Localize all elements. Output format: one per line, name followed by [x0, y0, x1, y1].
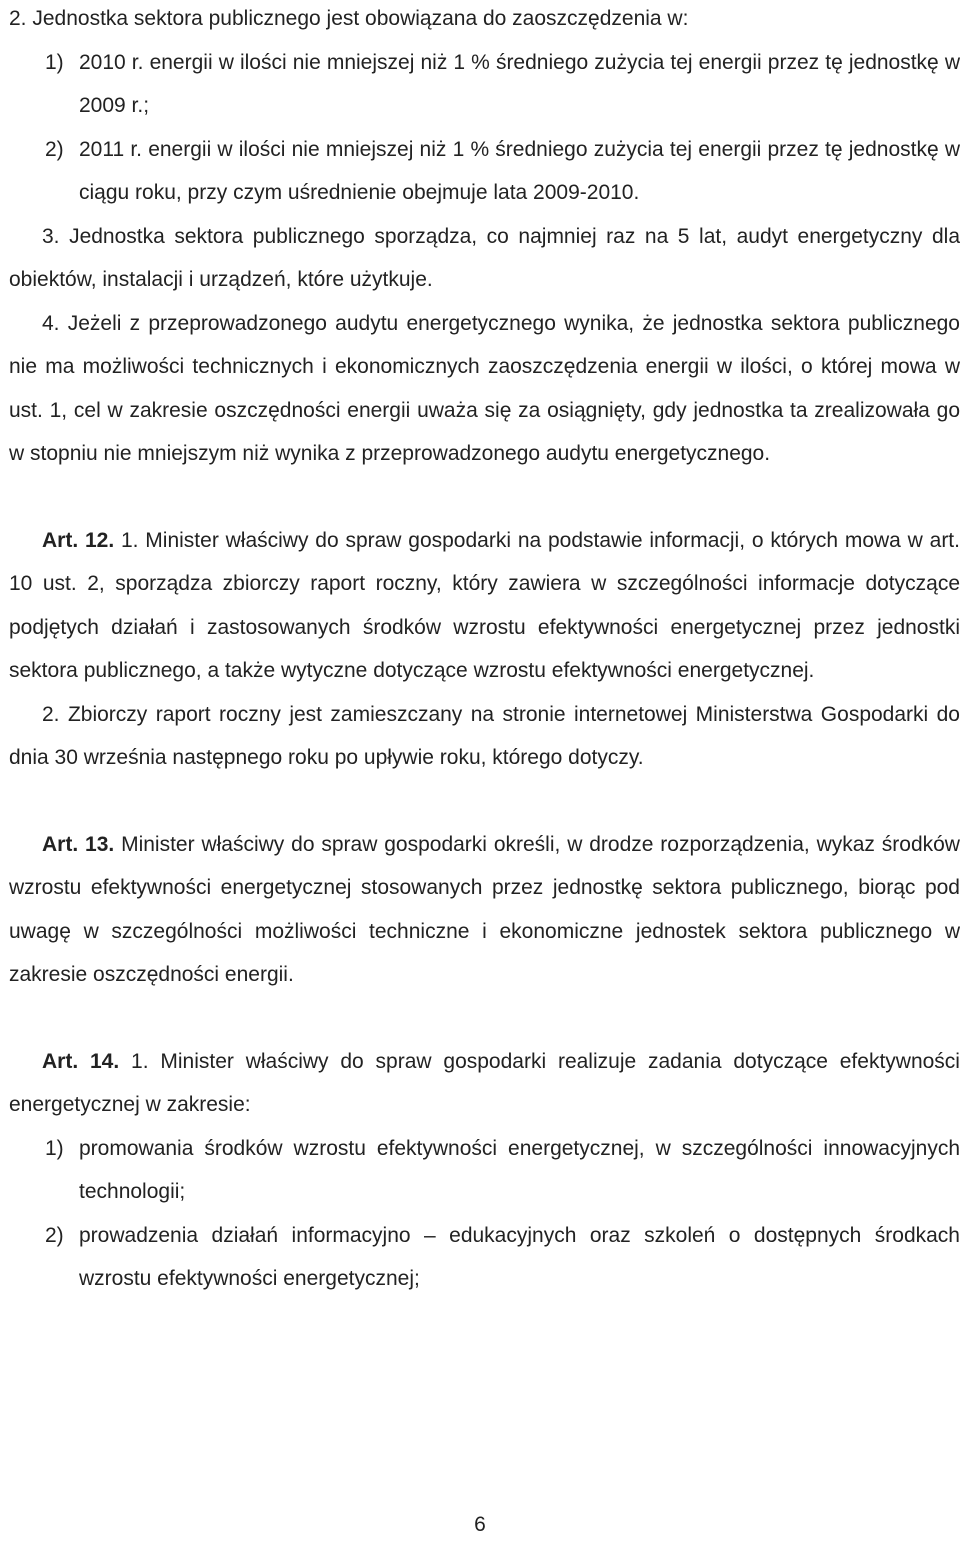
article-label: Art. 12.	[42, 528, 115, 552]
section-spacer	[9, 476, 960, 519]
paragraph-number: 3.	[42, 224, 60, 248]
document-body	[9, 0, 960, 1301]
article-label: Art. 14.	[42, 1049, 120, 1073]
page-number: 6	[474, 1513, 486, 1536]
paragraph-text: Jednostka sektora publicznego sporządza, co najmniej raz na 5 lat, audyt energetyczny dla obiektów, instalacji i urządzeń, które użytkuje.	[9, 224, 960, 291]
paragraph-number: 4.	[42, 311, 60, 335]
list-item-text: promowania środków wzrostu efektywności energetycznej, w szczególności innowacyjnych technologii;	[79, 1136, 960, 1203]
list-item-text: 2011 r. energii w ilości nie mniejszej niż 1 % średniego zużycia tej energii przez tę jednostkę w ciągu roku, przy czym uśrednienie obejmuje lata 2009-2010.	[79, 137, 960, 204]
paragraph-text: Minister właściwy do spraw gospodarki określi, w drodze rozporządzenia, wykaz środków wzrostu efektywności energetycznej stosowanych przez jednostkę sektora publicznego, biorąc pod uwagę w szczególności możliwości techniczne i ekonomiczne jednostek sektora publicznego w zakresie oszczędności energii.	[9, 832, 960, 986]
list-item-number: 1)	[45, 1136, 64, 1160]
paragraph-3	[9, 215, 960, 302]
section-spacer	[9, 997, 960, 1040]
article-label: Art. 13.	[42, 832, 115, 856]
list-item-number: 2)	[45, 1223, 64, 1247]
paragraph-text: 1. Minister właściwy do spraw gospodarki na podstawie informacji, o których mowa w art. 10 ust. 2, sporządza zbiorczy raport roczny, który zawiera w szczególności informacje dotyczące podjętych działań i zastosowanych środków wzrostu efektywności energetycznej przez jednostki sektora publicznego, a także wytyczne dotyczące wzrostu efektywności energetycznej.	[9, 528, 960, 682]
paragraph-2	[9, 0, 960, 41]
article-12-paragraph-2	[9, 693, 960, 780]
article-13	[9, 823, 960, 997]
paragraph-number: 2.	[9, 7, 27, 30]
list-item	[9, 1214, 960, 1301]
list-item	[9, 128, 960, 215]
paragraph-text: Jednostka sektora publicznego jest obowiązana do zaoszczędzenia w:	[32, 7, 689, 30]
paragraph-text: 1. Minister właściwy do spraw gospodarki realizuje zadania dotyczące efektywności energetycznej w zakresie:	[9, 1049, 960, 1116]
list-item	[9, 1127, 960, 1214]
list-item-number: 1)	[45, 50, 64, 74]
list-item-number: 2)	[45, 137, 64, 161]
list-item	[9, 41, 960, 128]
list-item-text: 2010 r. energii w ilości nie mniejszej niż 1 % średniego zużycia tej energii przez tę jednostkę w 2009 r.;	[79, 50, 960, 117]
list-item-text: prowadzenia działań informacyjno – edukacyjnych oraz szkoleń o dostępnych środkach wzrostu efektywności energetycznej;	[79, 1223, 960, 1290]
paragraph-4	[9, 302, 960, 476]
paragraph-text: Jeżeli z przeprowadzonego audytu energetycznego wynika, że jednostka sektora publicznego nie ma możliwości technicznych i ekonomicznych zaoszczędzenia energii w ilości, o której mowa w ust. 1, cel w zakresie oszczędności energii uważa się za osiągnięty, gdy jednostka ta zrealizowała go w stopniu nie mniejszym niż wynika z przeprowadzonego audytu energetycznego.	[9, 311, 960, 465]
section-spacer	[9, 780, 960, 823]
article-14-paragraph-1	[9, 1040, 960, 1127]
paragraph-text: 2. Zbiorczy raport roczny jest zamieszczany na stronie internetowej Ministerstwa Gospodarki do dnia 30 września następnego roku po upływie roku, którego dotyczy.	[9, 702, 960, 769]
article-12-paragraph-1	[9, 519, 960, 693]
